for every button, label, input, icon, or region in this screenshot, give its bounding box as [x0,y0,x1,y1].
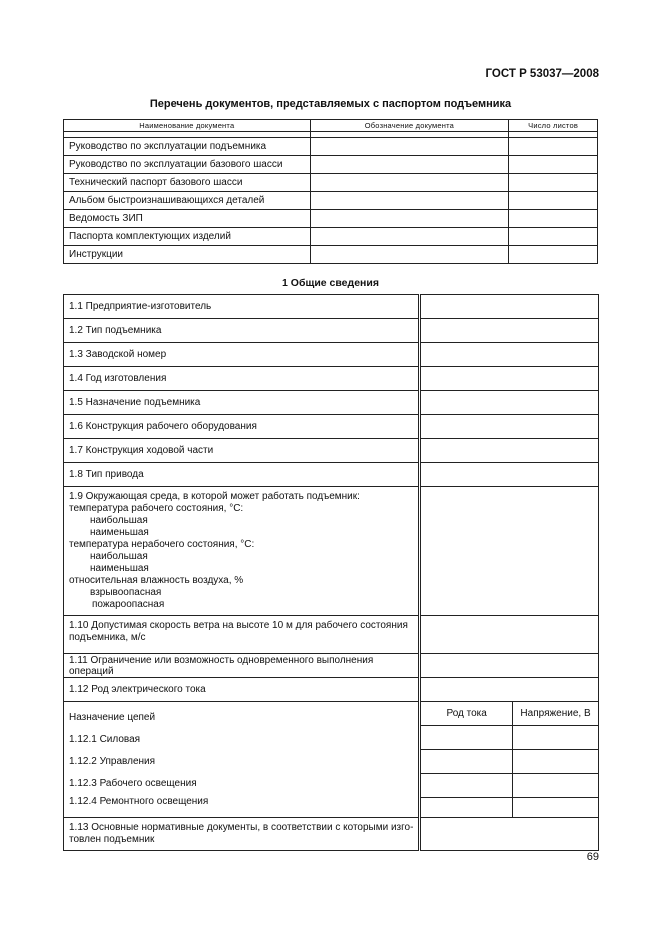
document-name: Руководство по эксплуатации подъемника [64,138,311,156]
circuit-item: 1.12.4 Ремонтного освещения [69,796,209,807]
circuit-item: 1.12.1 Силовая [69,734,141,745]
table-row [64,343,599,367]
field-sublabel: наибольшая [90,515,148,526]
table-row [64,174,598,192]
field-sublabel: наибольшая [90,551,148,562]
document-name: Альбом быстроизнашивающихся деталей [64,192,311,210]
table-row [64,415,599,439]
documents-title: Перечень документов, представляемых с паспортом подъемника [149,98,512,110]
field-sublabel: взрывоопасная [90,587,162,598]
table-row [64,616,599,654]
table-row [64,439,599,463]
table-row [64,391,599,415]
field-label: 1.3 Заводской номер [64,343,420,367]
circuits-cell [64,702,420,818]
field-label: 1.7 Конструкция ходовой части [64,439,420,463]
field-label: 1.12 Род электрического тока [64,678,420,702]
table-row [64,463,599,487]
table-row [64,319,599,343]
standard-number: ГОСТ Р 53037—2008 [485,68,599,80]
field-label-line: 1.13 Основные нормативные документы, в соответствии с которыми изго- [69,822,414,833]
page-number: 69 [586,851,599,863]
column-header: Наименование документа [64,120,311,132]
general-info-table [63,294,599,851]
table-row [64,818,599,851]
field-label: 1.11 Ограничение или возможность одновременного выполнения операций [64,654,420,678]
field-label: 1.5 Назначение подъемника [64,391,420,415]
field-label: 1.8 Тип привода [64,463,420,487]
column-header: Род тока [420,702,513,726]
field-sublabel: наименьшая [90,527,149,538]
document-name: Руководство по эксплуатации базового шасси [64,156,311,174]
section-title: 1 Общие сведения [282,277,379,289]
field-label-line: 1.10 Допустимая скорость ветра на высоте 10 м для рабочего состояния [69,620,408,631]
table-row [64,246,598,264]
table-row [64,295,599,319]
table-row [64,228,598,246]
table-header-row [64,120,598,132]
table-row [64,138,598,156]
environment-cell [64,487,420,616]
field-label: 1.6 Конструкция рабочего оборудования [64,415,420,439]
circuit-item: 1.12.3 Рабочего освещения [69,778,197,789]
field-label: Назначение цепей [69,712,156,723]
field-label: 1.9 Окружающая среда, в которой может работать подъемник: [69,491,360,502]
field-label [64,616,420,654]
table-row [64,487,599,616]
field-label: температура рабочего состояния, °С: [69,503,244,514]
document-name: Технический паспорт базового шасси [64,174,311,192]
field-label: 1.2 Тип подъемника [64,319,420,343]
table-row [64,156,598,174]
field-label: 1.4 Год изготовления [64,367,420,391]
document-name: Инструкции [64,246,311,264]
column-header: Обозначение документа [310,120,509,132]
document-name: Паспорта комплектующих изделий [64,228,311,246]
field-label: относительная влажность воздуха, % [69,575,244,586]
column-header: Напряжение, В [513,702,599,726]
field-sublabel: наименьшая [90,563,149,574]
field-label-line: подъемника, м/с [69,632,146,643]
field-label: 1.1 Предприятие-изготовитель [64,295,420,319]
table-row [64,367,599,391]
field-label-line: товлен подъемник [69,834,155,845]
documents-table [63,119,598,264]
table-row [64,210,598,228]
field-label: температура нерабочего состояния, °С: [69,539,255,550]
field-label [64,818,420,851]
table-row [64,654,599,678]
table-row [64,192,598,210]
column-header: Число листов [509,120,598,132]
table-row [64,678,599,702]
document-name: Ведомость ЗИП [64,210,311,228]
field-sublabel: пожароопасная [92,599,165,610]
table-row [64,702,599,726]
circuit-item: 1.12.2 Управления [69,756,156,767]
